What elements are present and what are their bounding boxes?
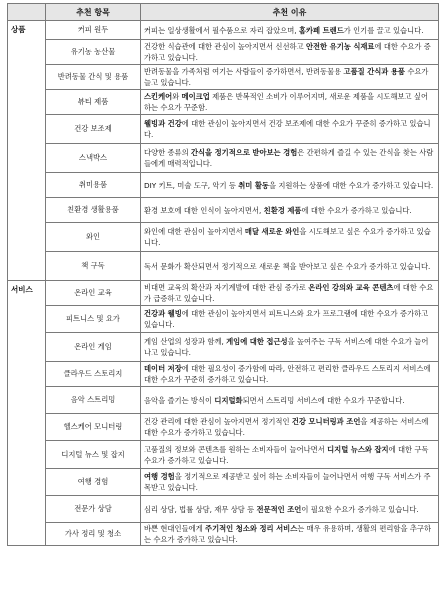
reason-highlight: 웰빙과 건강: [144, 119, 182, 128]
reason-text: 되면서 스트리밍 서비스에 대한 수요가 꾸준합니다.: [242, 395, 405, 405]
table-row: [8, 281, 439, 306]
reason-cell: [141, 281, 439, 306]
reason-text: 제품은 반복적인 소비가 이루어지며, 새로운 제품을 시도해보고 싶어하는 수요가 꾸준함.: [144, 92, 429, 112]
reason-highlight: 메이크업: [181, 92, 210, 101]
reason-text: 커피는 일상생활에서 필수품으로 자리 잡았으며,: [144, 25, 299, 35]
table-row: [8, 414, 439, 441]
reason-text: 음악을 즐기는 방식이: [144, 395, 215, 405]
reason-highlight: 데이터 저장: [144, 364, 182, 373]
category-cell: 상품: [8, 21, 46, 281]
reason-cell: [141, 333, 439, 362]
table-row: [8, 441, 439, 469]
reason-text: 에 대한 관심이 높아지면서 피트니스와 요가 프로그램에 대한 수요가 증가하고 있습니다.: [144, 309, 429, 329]
reason-highlight: 안전한 유기농 식재료: [305, 42, 375, 51]
item-cell: 스낵박스: [46, 144, 141, 173]
table-row: [8, 21, 439, 40]
reason-text: 게임 산업의 성장과 함께,: [144, 337, 227, 346]
reason-cell: [141, 252, 439, 281]
reason-cell: [141, 306, 439, 333]
reason-text: 을 지원하는 상품에 대한 수요가 증가하고 있습니다.: [268, 180, 434, 190]
header-reason: 추천 이유: [141, 4, 439, 21]
reason-text: 심리 상담, 법률 상담, 재무 상담 등: [144, 504, 257, 514]
reason-cell: [141, 65, 439, 90]
reason-highlight: 홈카페 트렌드: [298, 25, 344, 35]
reason-text: 독서 문화가 확산되면서 정기적으로 새로운 책을 받아보고 싶은 수요가 증가하고 있습니다.: [144, 261, 431, 271]
reason-text: 반려동물을 가족처럼 여기는 사람들이 증가하면서, 반려동물용: [144, 67, 344, 76]
item-cell: 전문가 상담: [46, 496, 141, 523]
category-cell: 서비스: [8, 281, 46, 546]
table-row: [8, 362, 439, 387]
reason-cell: [141, 469, 439, 496]
reason-cell: [141, 223, 439, 252]
table-row: [8, 223, 439, 252]
item-cell: 피트니스 및 요가: [46, 306, 141, 333]
table-row: [8, 496, 439, 523]
table-row: [8, 65, 439, 90]
item-cell: 여행 경험: [46, 469, 141, 496]
reason-text: 와인에 대한 관심이 높아지면서: [144, 227, 245, 236]
reason-highlight: 스킨케어: [144, 92, 173, 101]
reason-highlight: 디지털 뉴스와 잡지: [327, 444, 389, 454]
reason-highlight: 게임에 대한 접근성: [226, 337, 288, 346]
item-cell: 취미용품: [46, 173, 141, 198]
item-cell: 온라인 교육: [46, 281, 141, 306]
reason-text: 비대면 교육의 확산과 자기계발에 대한 관심 증가로: [144, 283, 309, 292]
reason-cell: [141, 496, 439, 523]
recommendation-table: [7, 3, 439, 546]
reason-text: 바쁜 현대인들에게: [144, 524, 206, 533]
reason-text: 수요가 늘고 있습니다.: [144, 67, 429, 87]
reason-highlight: 친환경 제품: [263, 205, 302, 215]
reason-cell: [141, 198, 439, 223]
item-cell: 온라인 게임: [46, 333, 141, 362]
item-cell: 와인: [46, 223, 141, 252]
reason-highlight: 취미 활동: [238, 180, 269, 190]
reason-text: 건강 관리에 대한 관심이 높아지면서 정기적인: [144, 417, 292, 426]
item-cell: 유기농 농산물: [46, 40, 141, 65]
reason-text: 에 대한 수요가 증가하고 있습니다.: [301, 205, 412, 215]
reason-text: 고품질의 정보와 콘텐츠를 원하는 소비자들이 늘어나면서: [144, 444, 328, 454]
reason-text: 에 대한 관심이 높아지면서 건강 보조제에 대한 수요가 꾸준히 증가하고 있습니다.: [144, 119, 431, 139]
reason-text: 가 인기를 끌고 있습니다.: [343, 25, 424, 35]
header-item: 추천 항목: [46, 4, 141, 21]
reason-text: 을 정기적으로 제공받고 싶어 하는 소비자들이 늘어나면서 여행 구독 서비스가 주목받고 있습니다.: [144, 472, 431, 492]
table-row: [8, 40, 439, 65]
reason-highlight: 고품질 간식과 용품: [343, 67, 405, 76]
reason-cell: [141, 144, 439, 173]
table-row: [8, 252, 439, 281]
reason-highlight: 전문적인 조언: [256, 504, 302, 514]
reason-cell: [141, 40, 439, 65]
table-row: [8, 173, 439, 198]
table-row: [8, 198, 439, 223]
reason-cell: [141, 414, 439, 441]
reason-text: 는 매우 유용하며, 생활의 편리함을 추구하는 수요가 증가하고 있습니다.: [144, 524, 431, 544]
reason-cell: [141, 523, 439, 546]
reason-cell: [141, 441, 439, 469]
reason-highlight: 건강 모니터링과 조언: [291, 417, 361, 426]
item-cell: 건강 보조제: [46, 115, 141, 144]
reason-text: 을 높여주는 구독 서비스에 대한 수요가 늘어나고 있습니다.: [144, 337, 429, 357]
item-cell: 디지털 뉴스 및 잡지: [46, 441, 141, 469]
table-row: [8, 90, 439, 115]
reason-highlight: 매달 새로운 와인: [244, 227, 300, 236]
reason-text: DIY 키트, 미술 도구, 악기 등: [144, 180, 239, 190]
reason-cell: [141, 21, 439, 40]
table-row: [8, 115, 439, 144]
reason-highlight: 여행 경험: [144, 472, 175, 481]
reason-cell: [141, 173, 439, 198]
item-cell: 커피 원두: [46, 21, 141, 40]
table-row: [8, 387, 439, 414]
table-row: [8, 144, 439, 173]
item-cell: 친환경 생활용품: [46, 198, 141, 223]
item-cell: 클라우드 스토리지: [46, 362, 141, 387]
table-body: [8, 21, 439, 546]
reason-text: 에 대한 수요가 증가하고 있습니다.: [144, 42, 431, 62]
reason-text: 에 대한 구독 수요가 증가하고 있습니다.: [144, 444, 429, 465]
reason-cell: [141, 387, 439, 414]
reason-text: 건강한 식습관에 대한 관심이 높아지면서 신선하고: [144, 42, 306, 51]
table-row: [8, 523, 439, 546]
item-cell: 음악 스트리밍: [46, 387, 141, 414]
reason-text: 환경 보호에 대한 인식이 높아지면서,: [144, 205, 264, 215]
reason-text: 이 필요한 수요가 증가하고 있습니다.: [301, 504, 419, 514]
item-cell: 가사 정리 및 청소: [46, 523, 141, 546]
reason-highlight: 온라인 강의와 교육 콘텐츠: [308, 283, 394, 292]
recommendation-table-container: [7, 3, 438, 546]
item-cell: 책 구독: [46, 252, 141, 281]
reason-cell: [141, 362, 439, 387]
reason-cell: [141, 90, 439, 115]
table-row: [8, 469, 439, 496]
reason-text: 을 제공하는 서비스에 대한 수요가 증가하고 있습니다.: [144, 417, 429, 437]
table-row: [8, 333, 439, 362]
reason-highlight: 디지털화: [214, 395, 243, 405]
header-category: [8, 4, 46, 21]
reason-cell: [141, 115, 439, 144]
reason-text: 에 대한 필요성이 증가함에 따라, 안전하고 편리한 클라우드 스토리지 서비스에 대한 수요가 꾸준히 증가하고 있습니다.: [144, 364, 431, 384]
item-cell: 반려동물 간식 및 용품: [46, 65, 141, 90]
reason-highlight: 간식을 정기적으로 받아보는 경험: [190, 148, 298, 157]
reason-text: 은 간편하게 즐길 수 있는 간식을 찾는 사람들에게 매력적입니다.: [144, 148, 434, 168]
reason-text: 을 시도해보고 싶은 수요가 증가하고 있습니다.: [144, 227, 431, 247]
item-cell: 헬스케어 모니터링: [46, 414, 141, 441]
reason-text: 다양한 종류의: [144, 148, 191, 157]
reason-text: 에 대한 수요가 급증하고 있습니다.: [144, 283, 434, 303]
reason-highlight: 주기적인 청소와 정리 서비스: [205, 524, 298, 533]
header-row: [8, 4, 439, 21]
item-cell: 뷰티 제품: [46, 90, 141, 115]
reason-highlight: 건강과 웰빙: [144, 309, 182, 318]
table-row: [8, 306, 439, 333]
reason-text: 와: [172, 92, 182, 101]
